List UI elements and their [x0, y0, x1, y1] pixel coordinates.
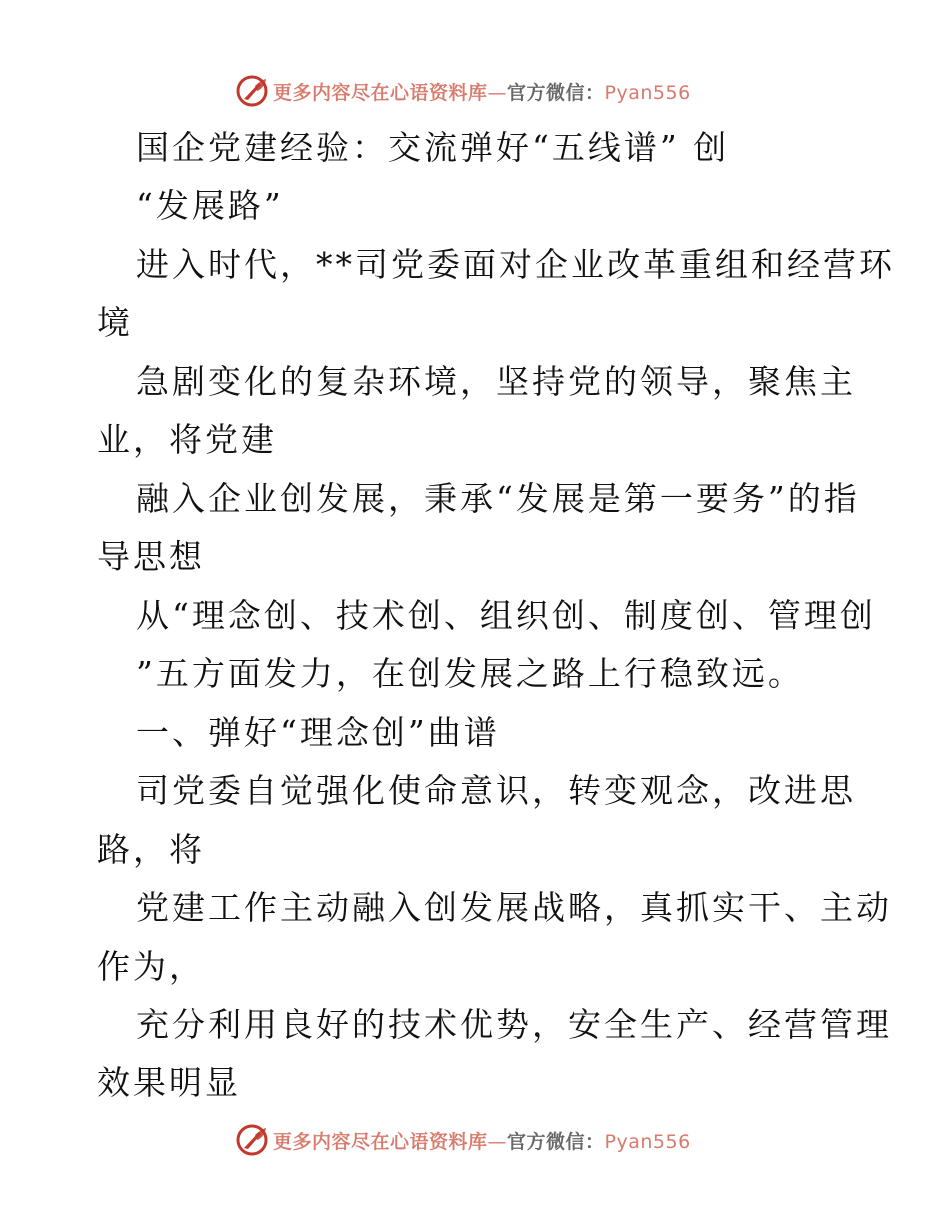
- document-title-line-2: “发展路”: [136, 186, 284, 225]
- watermark-dash: —: [487, 81, 508, 104]
- watermark-brand-text: 更多内容尽在心语资料库: [273, 1130, 488, 1153]
- text-line: 效果明显: [97, 1063, 241, 1102]
- text-line: 境: [97, 303, 133, 342]
- text-line: 导思想: [97, 537, 205, 576]
- text-line: 进入时代，**司党委面对企业改革重组和经营环: [136, 245, 895, 284]
- text-line: 司党委自觉强化使命意识，转变观念，改进思: [136, 771, 856, 810]
- feather-pen-logo-icon: [235, 1123, 269, 1157]
- text-line: 业，将党建: [97, 420, 277, 459]
- text-line: ”五方面发力，在创发展之路上行稳致远。: [136, 654, 804, 693]
- section-heading: 一、弹好“理念创”曲谱: [136, 713, 500, 752]
- watermark-official-label: 官方微信：: [507, 1130, 605, 1153]
- text-line: 党建工作主动融入创发展战略，真抓实干、主动: [136, 888, 892, 927]
- text-line: 充分利用良好的技术优势，安全生产、经营管理: [136, 1005, 892, 1044]
- watermark-banner-bottom: [235, 1122, 691, 1158]
- watermark-dash: —: [487, 1130, 508, 1153]
- watermark-banner-top: [235, 73, 691, 109]
- watermark-wechat-id: Pyan556: [604, 81, 691, 104]
- text-line: 路，将: [97, 830, 205, 869]
- watermark-wechat-id: Pyan556: [604, 1130, 691, 1153]
- text-line: 从“理念创、技术创、组织创、制度创、管理创: [136, 596, 876, 635]
- text-line: 融入企业创发展，秉承“发展是第一要务”的指: [136, 479, 860, 518]
- text-line: 急剧变化的复杂环境，坚持党的领导，聚焦主: [136, 362, 856, 401]
- watermark-brand-text: 更多内容尽在心语资料库: [273, 81, 488, 104]
- watermark-official-label: 官方微信：: [507, 81, 605, 104]
- feather-pen-logo-icon: [235, 74, 269, 108]
- document-title-line-1: 国企党建经验：交流弹好“五线谱” 创: [136, 128, 730, 167]
- text-line: 作为，: [97, 947, 205, 986]
